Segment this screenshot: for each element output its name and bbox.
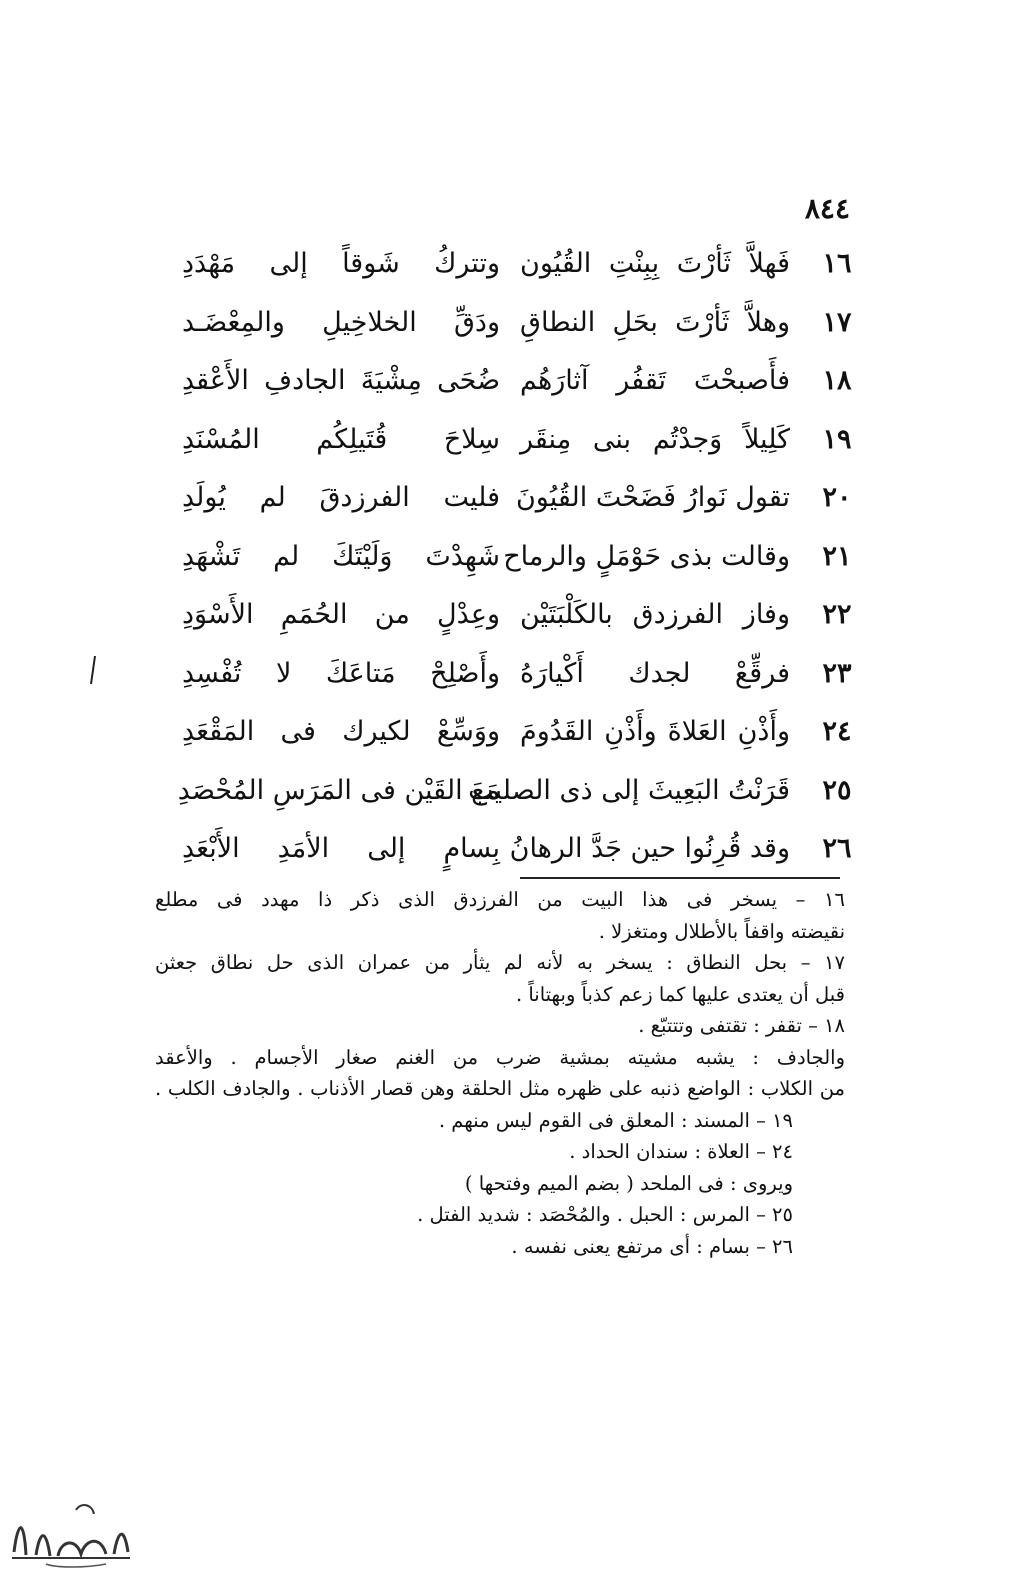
verse-line — [180, 414, 860, 473]
page-number: ٨٤٤ — [804, 192, 850, 225]
footnote-line: ٢٤ – العلاة : سندان الحداد . — [569, 1140, 793, 1163]
verse-second-hemistich: فليت الفرزدقَ لم يُولَدِ — [182, 482, 500, 513]
verse-first-hemistich: وقالت بذى حَوْمَلٍ والرماح — [503, 540, 790, 572]
verse-number: ١٩ — [822, 423, 852, 455]
footnote-line: ١٧ – بحل النطاق : يسخر به لأنه لم يثأر من عمران الذى حل نطاق جعثن — [155, 951, 845, 974]
verse-second-hemistich: ووَسِّعْ لكيرك فى المَقْعَدِ — [182, 716, 500, 747]
footnote-line: قبل أن يعتدى عليها كما زعم كذباً وبهتاناً . — [515, 982, 845, 1006]
verse-first-hemistich: كَلِيلاً وَجدْتُم بنى مِنقَر — [520, 423, 790, 455]
verse-first-hemistich: فَهلاَّ ثَأرْتَ بِبِنْتِ القُيُون — [520, 248, 790, 279]
verse-first-hemistich: وقد قُرِنُوا حين جَدَّ الرهانُ — [509, 833, 790, 864]
verse-number: ٢١ — [822, 540, 852, 572]
verse-line — [180, 589, 860, 648]
footnote-line: والجادف : يشبه مشيته بمشية ضرب من الغنم صغار الأجسام . والأعقد — [155, 1045, 845, 1069]
footnotes — [155, 884, 845, 1262]
verse-first-hemistich: فرقِّعْ لجدك أَكْيارَهُ — [520, 657, 790, 689]
footnote-line: ١٦ – يسخر فى هذا البيت من الفرزدق الذى ذكر ذا مهدد فى مطلع — [155, 888, 845, 911]
verse-number: ١٧ — [822, 306, 852, 338]
verse-line — [180, 355, 860, 414]
verse-line — [180, 648, 860, 707]
footnote-separator — [520, 877, 840, 879]
verse-number: ٢٣ — [822, 657, 852, 689]
verse-second-hemistich: سِلاحَ قُتَيلِكُم المُسْنَدِ — [182, 423, 500, 455]
footnote-line: نقيضته واقفاً بالأطلال ومتغزلا . — [598, 919, 845, 943]
verse-second-hemistich: شَهِدْتَ وَلَيْتَكَ لم تَشْهَدِ — [182, 540, 500, 572]
verse-number: ٢٦ — [822, 833, 852, 864]
verse-first-hemistich: وأَذْنِ العَلاةَ وأَذْنِ القَدُومَ — [520, 716, 790, 747]
verse-line — [180, 823, 860, 882]
verse-line — [180, 297, 860, 356]
verse-line — [177, 765, 860, 824]
verse-first-hemistich: وفاز الفرزدق بالكَلْبَتَيْن — [520, 599, 790, 630]
footnote-line: ١٩ – المسند : المعلق فى القوم ليس منهم . — [438, 1108, 793, 1132]
verse-second-hemistich: ضُحَى مِشْيَةَ الجادفِ الأَعْقدِ — [182, 365, 500, 396]
verse-first-hemistich: تقول نَوارُ فَضَحْتَ القُيُونَ — [515, 482, 790, 513]
verse-number: ٢٤ — [822, 716, 852, 747]
verse-first-hemistich: وهلاَّ ثَأرْتَ بحَلِ النطاقِ — [520, 306, 790, 338]
margin-mark — [90, 655, 96, 685]
verse-line — [180, 706, 860, 765]
footnote-line: ١٨ – تقفر : تقتفى وتتتبّع . — [638, 1014, 845, 1037]
verse-number: ٢٠ — [822, 482, 852, 513]
verse-line — [180, 531, 860, 590]
verse-second-hemistich: مَعَ القَيْن فى المَرَسِ المُحْصَدِ — [177, 774, 500, 806]
verse-first-hemistich: قَرَنْتُ البَعِيثَ إلى ذى الصليب — [468, 774, 790, 806]
verse-second-hemistich: وتتركُ شَوقاً إلى مَهْدَدِ — [182, 248, 500, 279]
stamp-logo — [6, 1500, 136, 1575]
verse-line — [180, 472, 860, 531]
verse-number: ١٨ — [822, 365, 852, 396]
verse-number: ١٦ — [822, 248, 852, 279]
footnote-line: ٢٥ – المرس : الحبل . والمُحْصَد : شديد الفتل . — [417, 1203, 793, 1226]
verse-second-hemistich: وعِدْلٍ من الحُمَمِ الأَسْوَدِ — [182, 599, 500, 630]
poem-verses — [177, 238, 860, 882]
footnote-line: من الكلاب : الواضع ذنبه على ظهره مثل الحلقة وهن قصار الأذناب . والجادف الكلب . — [155, 1077, 845, 1100]
verse-number: ٢٥ — [822, 774, 852, 806]
verse-second-hemistich: بِسامٍ إلى الأمَدِ الأَبْعَدِ — [182, 833, 500, 864]
verse-number: ٢٢ — [822, 599, 852, 630]
verse-second-hemistich: ودَقِّ الخلاخِيلِ والمِعْضَـد — [182, 306, 500, 338]
verse-second-hemistich: وأَصْلِحْ مَتاعَكَ لا تُفْسِدِ — [182, 657, 500, 689]
verse-first-hemistich: فأَصبحْتَ تَقفُر آثارَهُم — [520, 365, 790, 396]
footnote-line: ٢٦ – بسام : أى مرتفع يعنى نفسه . — [511, 1234, 793, 1258]
footnote-line: ويروى : فى الملحد ( بضم الميم وفتحها ) — [464, 1171, 793, 1195]
verse-line — [180, 238, 860, 297]
